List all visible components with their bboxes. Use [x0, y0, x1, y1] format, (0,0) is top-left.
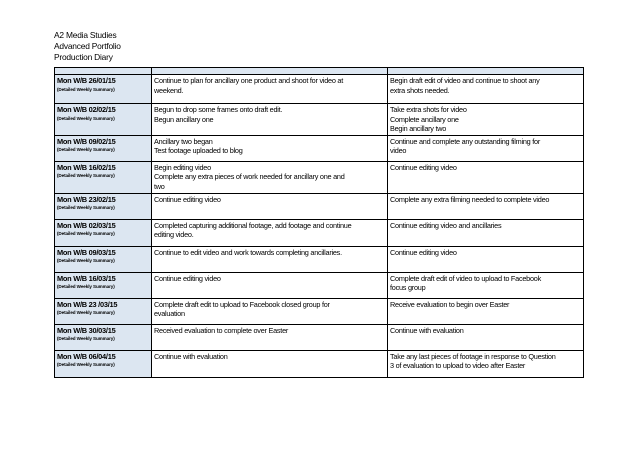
week-date-cell — [55, 193, 152, 219]
weekly-summary-label: (Detailed Weekly Summary) — [57, 310, 115, 316]
next-step-line: Take any last pieces of footage in response to Question — [390, 351, 556, 361]
next-steps-cell — [388, 246, 584, 272]
progress-line: Continue editing video — [154, 194, 221, 204]
week-date-cell — [55, 161, 152, 193]
weekly-summary-label: (Detailed Weekly Summary) — [57, 115, 115, 121]
next-step-line: Continue editing video — [390, 162, 457, 172]
next-steps-cell — [388, 272, 584, 298]
progress-line: evaluation — [154, 309, 185, 319]
next-step-line: Take extra shots for video — [390, 105, 467, 114]
table-row — [55, 350, 584, 377]
weekly-summary-label: (Detailed Weekly Summary) — [57, 284, 115, 290]
week-date: Mon W/B 16/02/15 — [57, 162, 116, 172]
next-steps-cell — [388, 161, 584, 193]
next-steps-cell — [388, 219, 584, 246]
progress-cell — [152, 104, 388, 136]
week-date-cell — [55, 104, 152, 136]
week-date: Mon W/B 02/03/15 — [57, 220, 116, 230]
week-date-cell — [55, 324, 152, 350]
progress-cell — [152, 75, 388, 104]
next-step-line: extra shots needed. — [390, 85, 450, 95]
week-date: Mon W/B 02/02/15 — [57, 105, 116, 114]
progress-line: Completed capturing additional footage, add footage and continue — [154, 220, 352, 230]
week-date: Mon W/B 23/02/15 — [57, 194, 116, 204]
progress-line: Continue with evaluation — [154, 351, 228, 361]
progress-cell — [152, 161, 388, 193]
progress-line: Begun to drop some frames onto draft edit. — [154, 105, 283, 114]
next-step-line: Complete ancillary one — [390, 114, 459, 124]
next-step-line: Continue editing video — [390, 247, 457, 257]
progress-line: Ancillary two began — [154, 136, 213, 146]
progress-line: weekend. — [154, 85, 184, 95]
week-date-cell — [55, 350, 152, 377]
weekly-summary-label: (Detailed Weekly Summary) — [57, 362, 115, 368]
table-header-row — [55, 68, 584, 75]
weekly-summary-label: (Detailed Weekly Summary) — [57, 173, 115, 179]
table-row — [55, 219, 584, 246]
next-step-line: video — [390, 146, 407, 156]
document-heading — [54, 30, 121, 63]
week-date-cell — [55, 298, 152, 324]
week-date-cell — [55, 272, 152, 298]
next-step-line: focus group — [390, 283, 426, 293]
heading-line-portfolio: Advanced Portfolio — [54, 41, 121, 51]
header-cell-next-steps — [388, 68, 584, 75]
table-row — [55, 193, 584, 219]
next-steps-cell — [388, 324, 584, 350]
week-date-cell — [55, 135, 152, 161]
week-date: Mon W/B 09/03/15 — [57, 247, 116, 257]
progress-line: Begun ancillary one — [154, 114, 214, 124]
week-date: Mon W/B 23 /03/15 — [57, 299, 118, 309]
weekly-summary-label: (Detailed Weekly Summary) — [57, 86, 115, 92]
weekly-summary-label: (Detailed Weekly Summary) — [57, 147, 115, 153]
progress-line: Continue editing video — [154, 273, 221, 283]
next-step-line: Continue editing video and ancillaries — [390, 220, 502, 230]
progress-line: Begin editing video — [154, 162, 211, 172]
week-date: Mon W/B 09/02/15 — [57, 136, 116, 146]
week-date-cell — [55, 246, 152, 272]
table-row — [55, 161, 584, 193]
weekly-summary-label: (Detailed Weekly Summary) — [57, 231, 115, 237]
table-row — [55, 75, 584, 104]
progress-cell — [152, 246, 388, 272]
table-row — [55, 104, 584, 136]
next-step-line: Complete draft edit of video to upload to Facebook — [390, 273, 541, 283]
table-row — [55, 246, 584, 272]
header-cell-date — [55, 68, 152, 75]
progress-cell — [152, 219, 388, 246]
progress-cell — [152, 193, 388, 219]
weekly-summary-label: (Detailed Weekly Summary) — [57, 336, 115, 342]
next-step-line: 3 of evaluation to upload to video after Easter — [390, 361, 526, 371]
progress-line: Continue to edit video and work towards completing ancillaries. — [154, 247, 342, 257]
next-steps-cell — [388, 135, 584, 161]
progress-cell — [152, 350, 388, 377]
next-steps-cell — [388, 193, 584, 219]
weekly-summary-label: (Detailed Weekly Summary) — [57, 205, 115, 211]
next-step-line: Continue with evaluation — [390, 325, 464, 335]
weekly-summary-label: (Detailed Weekly Summary) — [57, 258, 115, 264]
progress-cell — [152, 324, 388, 350]
heading-line-diary: Production Diary — [54, 52, 113, 62]
table-row — [55, 272, 584, 298]
next-step-line: Begin ancillary two — [390, 124, 447, 134]
progress-line: two — [154, 181, 165, 191]
progress-cell — [152, 298, 388, 324]
week-date: Mon W/B 30/03/15 — [57, 325, 116, 335]
next-steps-cell — [388, 104, 584, 136]
week-date: Mon W/B 16/03/15 — [57, 273, 116, 283]
next-steps-cell — [388, 350, 584, 377]
week-date-cell — [55, 75, 152, 104]
progress-line: Received evaluation to complete over Easter — [154, 325, 289, 335]
progress-line: Complete any extra pieces of work needed for ancillary one and — [154, 172, 345, 182]
progress-line: editing video. — [154, 230, 194, 240]
production-diary-table — [54, 67, 584, 378]
next-steps-cell — [388, 298, 584, 324]
table-row — [55, 324, 584, 350]
progress-cell — [152, 272, 388, 298]
next-step-line: Complete any extra filming needed to complete video — [390, 194, 550, 204]
progress-cell — [152, 135, 388, 161]
next-steps-cell — [388, 75, 584, 104]
week-date: Mon W/B 06/04/15 — [57, 351, 116, 361]
next-step-line: Continue and complete any outstanding filming for — [390, 136, 541, 146]
progress-line: Test footage uploaded to blog — [154, 146, 243, 156]
header-cell-progress — [152, 68, 388, 75]
next-step-line: Receive evaluation to begin over Easter — [390, 299, 510, 309]
progress-line: Complete draft edit to upload to Facebook closed group for — [154, 299, 330, 309]
table-row — [55, 298, 584, 324]
diary-table-body — [55, 68, 584, 378]
table-row — [55, 135, 584, 161]
progress-line: Continue to plan for ancillary one product and shoot for video at — [154, 76, 344, 85]
next-step-line: Begin draft edit of video and continue to shoot any — [390, 76, 540, 85]
heading-line-subject: A2 Media Studies — [54, 30, 117, 40]
week-date-cell — [55, 219, 152, 246]
week-date: Mon W/B 26/01/15 — [57, 76, 116, 85]
